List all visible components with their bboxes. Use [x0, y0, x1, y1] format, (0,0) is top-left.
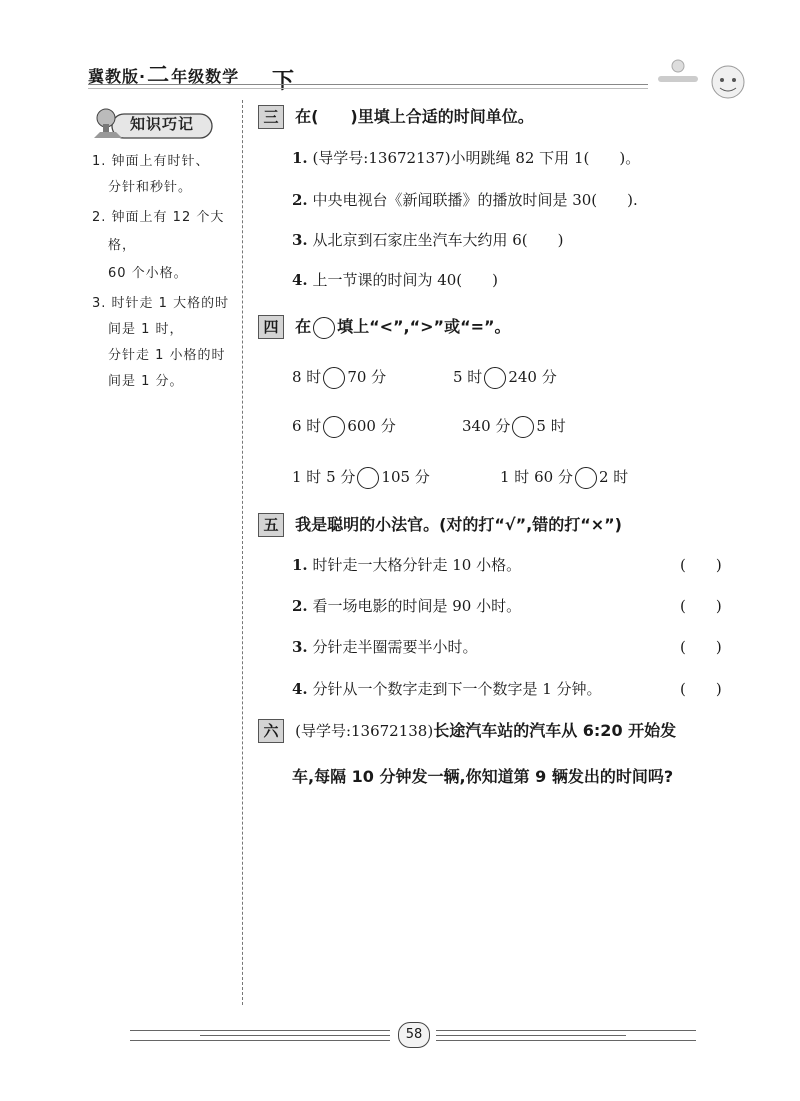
section-title-part: 填上“<”,“>”或“=”。	[337, 317, 511, 336]
tip-item	[92, 294, 232, 392]
tip-item	[92, 152, 232, 198]
answer-paren[interactable]: ( )	[680, 680, 722, 698]
section-number: 五	[258, 513, 284, 537]
tip-line: 1. 钟面上有时针、	[92, 154, 210, 169]
header-decoration-icon	[648, 54, 748, 102]
volume-label: 下	[272, 69, 295, 94]
compare-item	[462, 415, 566, 438]
grade-digit: 二	[147, 63, 171, 88]
question-item	[292, 189, 638, 210]
question-number: 2.	[292, 597, 308, 615]
tip-line: 间是 1 分。	[108, 374, 184, 389]
answer-circle[interactable]	[323, 416, 345, 438]
answer-circle[interactable]	[575, 467, 597, 489]
compare-item	[292, 366, 386, 389]
sidebar-title: 知识巧记	[130, 115, 195, 133]
section-title: 我是聪明的小法官。(对的打“√”,错的打“×”)	[295, 515, 622, 534]
section-title	[295, 317, 510, 336]
edition-label: 冀教版·	[88, 67, 147, 86]
compare-left: 6 时	[292, 417, 322, 435]
question-text: 分针从一个数字走到下一个数字是 1 分钟。	[312, 680, 602, 698]
footer-rule-left	[200, 1035, 390, 1036]
header-rule-secondary	[88, 88, 648, 89]
footer-rule-right	[436, 1035, 626, 1036]
question-number: 4.	[292, 271, 308, 289]
compare-right: 5 时	[536, 417, 566, 435]
question-number: 4.	[292, 680, 308, 698]
subject-label: 年级数学	[171, 67, 240, 86]
problem-text-continued: 车,每隔 10 分钟发一辆,你知道第 9 辆发出的时间吗?	[292, 767, 674, 786]
question-number: 2.	[292, 191, 308, 209]
compare-right: 70 分	[347, 368, 387, 386]
tip-item	[92, 208, 232, 284]
compare-right: 600 分	[347, 417, 396, 435]
section-5-heading	[258, 512, 622, 537]
question-text: 上一节课的时间为 40( )	[312, 271, 499, 289]
tip-line: 分针和秒针。	[108, 180, 193, 195]
question-number: 3.	[292, 231, 308, 249]
compare-item	[500, 466, 628, 489]
blank-circle-icon	[313, 317, 335, 339]
answer-circle[interactable]	[357, 467, 379, 489]
compare-left: 340 分	[462, 417, 511, 435]
answer-circle[interactable]	[484, 367, 506, 389]
compare-item	[292, 466, 430, 489]
compare-left: 1 时 5 分	[292, 468, 356, 486]
question-item	[292, 269, 498, 290]
problem-ref: (导学号:13672138)	[295, 722, 434, 740]
question-text: 从北京到石家庄坐汽车大约用 6( )	[312, 231, 564, 249]
question-number: 3.	[292, 638, 308, 656]
section-number: 三	[258, 105, 284, 129]
tip-line: 分针走 1 小格的时	[108, 348, 226, 363]
answer-circle[interactable]	[512, 416, 534, 438]
question-item	[292, 147, 640, 168]
question-text: 中央电视台《新闻联播》的播放时间是 30( ).	[312, 191, 638, 209]
compare-left: 1 时 60 分	[500, 468, 573, 486]
question-text: 分针走半圈需要半小时。	[312, 638, 478, 656]
compare-item	[453, 366, 557, 389]
compare-right: 2 时	[598, 468, 629, 486]
footer-rule-left	[130, 1030, 390, 1031]
section-title: 在( )里填上合适的时间单位。	[295, 107, 534, 126]
judge-item	[292, 595, 521, 616]
judge-item	[292, 678, 602, 699]
problem-text: 长途汽车站的汽车从 6:20 开始发	[433, 721, 677, 740]
answer-paren[interactable]: ( )	[680, 556, 722, 574]
section-number: 四	[258, 315, 284, 339]
answer-paren[interactable]: ( )	[680, 638, 722, 656]
tip-line: 格，	[108, 238, 137, 253]
question-number: 1.	[292, 149, 308, 167]
question-item	[292, 229, 563, 250]
question-text: 看一场电影的时间是 90 小时。	[312, 597, 522, 615]
question-number: 1.	[292, 556, 308, 574]
tip-line: 间是 1 时，	[108, 322, 184, 337]
footer-rule-right	[436, 1030, 696, 1031]
compare-left: 5 时	[453, 368, 483, 386]
tip-line: 3. 时针走 1 大格的时	[92, 296, 230, 311]
compare-item	[292, 415, 396, 438]
section-title-part: 在	[295, 317, 312, 336]
answer-paren[interactable]: ( )	[680, 597, 722, 615]
section-6-heading	[258, 718, 676, 743]
section-4-heading	[258, 314, 511, 339]
header-rule	[88, 84, 648, 85]
footer-rule-left	[130, 1040, 390, 1041]
section-3-heading	[258, 104, 534, 129]
footer-rule-right	[436, 1040, 696, 1041]
question-text: 时针走一大格分针走 10 小格。	[312, 556, 522, 574]
tip-line: 60 个小格。	[108, 266, 188, 281]
compare-right: 240 分	[508, 368, 557, 386]
compare-right: 105 分	[381, 468, 430, 486]
page-number: 58	[398, 1022, 430, 1048]
judge-item	[292, 554, 521, 575]
answer-circle[interactable]	[323, 367, 345, 389]
compare-left: 8 时	[292, 368, 322, 386]
tip-line: 2. 钟面上有 12 个大	[92, 210, 225, 225]
column-divider	[242, 100, 243, 1005]
question-text: (导学号:13672137)小明跳绳 82 下用 1( )。	[312, 149, 641, 167]
judge-item	[292, 636, 477, 657]
section-number: 六	[258, 719, 284, 743]
